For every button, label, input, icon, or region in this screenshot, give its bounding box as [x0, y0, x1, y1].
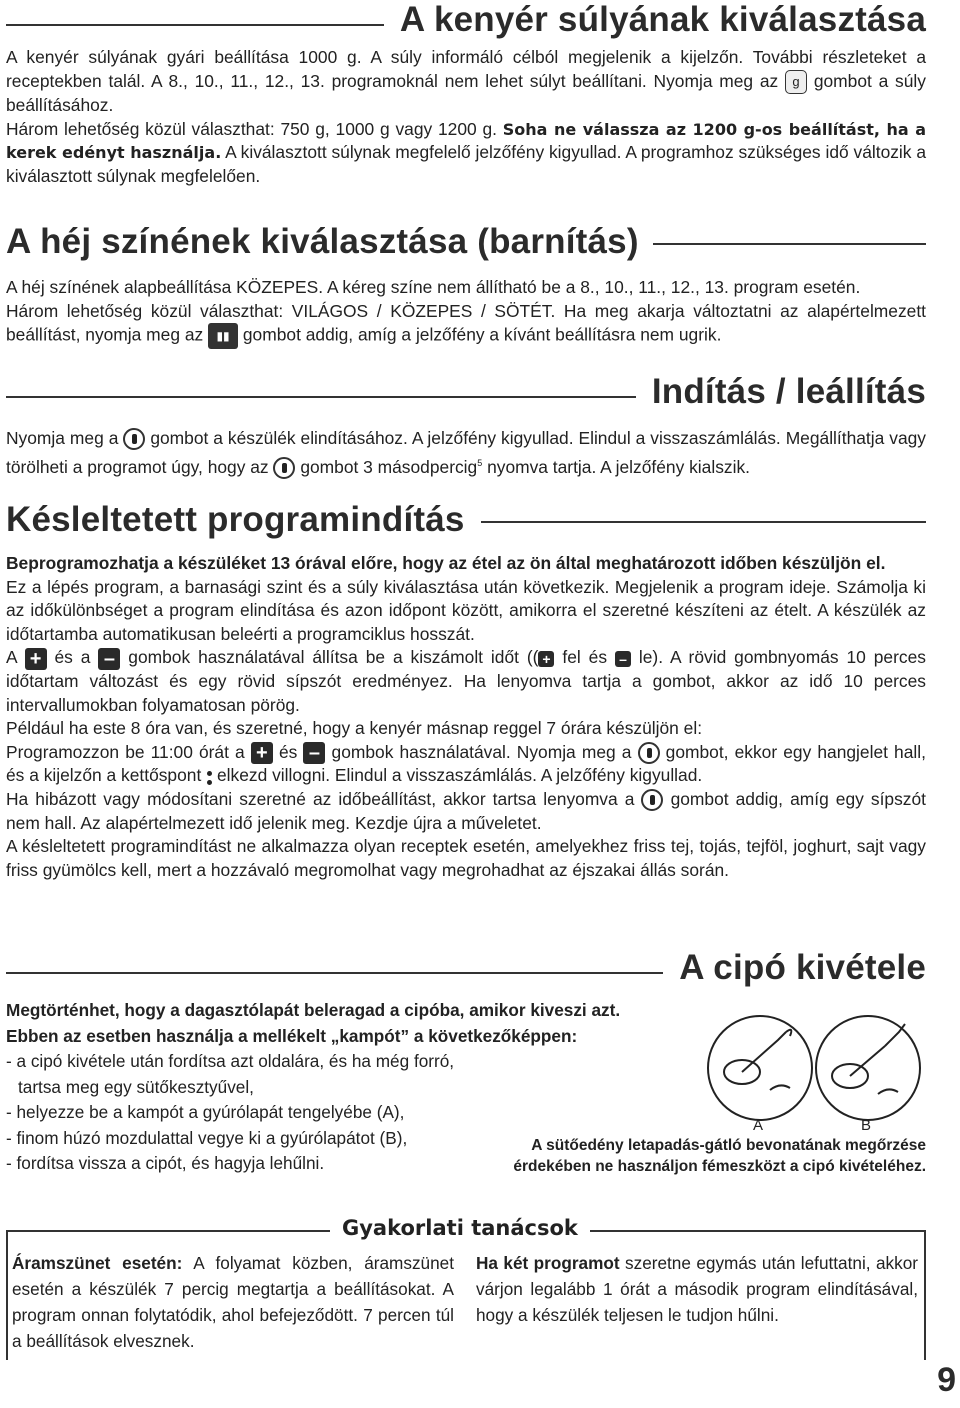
hook-illustration — [700, 1010, 925, 1130]
delay-section-header — [6, 500, 926, 540]
delay-p2c: gombok használatával állítsa be a kiszámolt időt (( — [128, 647, 539, 668]
loaf-bold-2: Ebben az esetben használja a mellékelt „kampót” a következőképpen: — [6, 1025, 578, 1046]
tip-right-text: szeretne egymás után lefuttatni, akkor várjon legalább 1 órát a második program elindításával, hogy a készülék teljesen le tudjon hűlni. — [476, 1253, 918, 1325]
loaf-step: - finom húzó mozdulattal vegye ki a gyúrólapátot (B), — [6, 1127, 408, 1148]
figure-label-a: A — [752, 1117, 764, 1130]
delay-p5a: Ha hibázott vagy módosítani szeretné az időbeállítást, akkor tartsa lenyomva a — [6, 788, 635, 809]
tip-power-outage — [12, 1250, 454, 1354]
page-number: 9 — [937, 1361, 956, 1399]
loaf-step: - a cipó kivétele után fordítsa azt oldalára, és ha még forró, — [6, 1051, 455, 1071]
start-p1b: gombot a készülék elindításához. A jelzőfény kigyullad. Elindul a visszaszámlálás. Megállíthatja vagy törölheti a programot úgy, hogy az — [6, 428, 926, 477]
power-icon — [123, 428, 145, 450]
footnote-marker: 5 — [477, 458, 483, 468]
delay-p4d: gombot, ekkor egy hangjelet hall, és a kijelzőn a kettőspont — [6, 741, 926, 786]
delay-paragraph-1: Ez a lépés program, a barnasági szint és a súly kiválasztása után következik. Megjelenik a program ideje. Számolja ki az időkülönbséget a program elindítása és azon időpont között, amikorra el szeretné készíteni az ételt. A készülék az időtartamba automatikusan beleérti a programciklus hosszát. — [6, 576, 926, 644]
weight-section-header — [6, 0, 926, 40]
crust-section-title: A héj színének kiválasztása (barnítás) — [6, 222, 639, 261]
power-icon — [641, 789, 663, 811]
minus-icon: – — [303, 742, 325, 764]
colon-icon — [206, 768, 212, 786]
figure-circle-b — [816, 1016, 920, 1120]
minus-icon: – — [615, 651, 631, 667]
weight-paragraph-1 — [6, 46, 926, 118]
loaf-step: - helyezze be a kampót a gyúrólapát tengelyébe (A), — [6, 1102, 405, 1122]
header-rule — [6, 396, 636, 398]
plus-icon: + — [25, 648, 47, 670]
delay-p4b: és — [278, 741, 298, 762]
weight-p1-text: A kenyér súlyának gyári beállítása 1000 g. A súly informáló célból megjelenik a kijelzőn. További részleteket a receptekben talál. A 8., 10., 11., 12., 13. programoknál nem lehet súlyt beállítani. Nyomja meg az — [6, 47, 926, 91]
header-rule — [481, 521, 926, 523]
weight-section-title: A kenyér súlyának kiválasztása — [399, 0, 926, 39]
crust-p2-end: gombot addig, amíg a jelzőfény a kívánt beállításra nem ugrik. — [242, 324, 722, 345]
start-section-title: Indítás / leállítás — [651, 372, 926, 411]
tip-left-text: A folyamat közben, áramszünet esetén a készülék 7 percig megtartja a beállításokat. A program onnan folytatódik, ahol befejeződött. 7 percen túl a beállítások elvesznek. — [12, 1253, 454, 1351]
loaf-section-title: A cipó kivétele — [679, 948, 926, 987]
tip-right-heading: Ha két programot — [476, 1253, 620, 1273]
delay-section-title: Késleltetett programindítás — [6, 500, 465, 539]
figure-caption — [470, 1135, 926, 1177]
start-p1d: nyomva tartja. A jelzőfény kialszik. — [487, 456, 750, 477]
plus-icon: + — [538, 651, 554, 667]
delay-p4e: elkezd villogni. Elindul a visszaszámlálás. A jelzőfény kigyullad. — [216, 765, 703, 786]
delay-paragraph-6: A késleltetett programindítást ne alkalmazza olyan receptek esetén, amelyekhez friss tej, tojás, tejföl, joghurt, sajt vagy friss gyümölcs kell, mert a hozzávaló megromolhat vagy megrohadhat az éjszakai állás során. — [6, 836, 926, 880]
delay-p5b: gombot addig, amíg egy sípszót nem hall. Az alapértelmezett idő jelenik meg. Kezdje újra a műveletet. — [6, 788, 926, 833]
header-rule — [653, 243, 926, 245]
loaf-step: - fordítsa vissza a cipót, és hagyja lehűlni. — [6, 1153, 325, 1173]
start-paragraph — [6, 426, 926, 480]
crust-section-body — [6, 276, 926, 349]
delay-paragraph-2 — [6, 646, 926, 717]
weight-p2-end: A kiválasztott súlynak megfelelő jelzőfény kigyullad. A programhoz szükséges idő változik a kiválasztott súlynak megfelelően. — [6, 142, 927, 186]
crust-button-icon: ▮▮ — [208, 323, 238, 349]
delay-paragraph-3: Például ha este 8 óra van, és szeretné, hogy a kenyér másnap reggel 7 órára készüljön el: — [6, 718, 703, 739]
delay-intro: Beprogramozhatja a készüléket 13 órával előre, hogy az étel az ön által meghatározott időben készüljön el. — [6, 553, 886, 573]
figure-label-b: B — [860, 1117, 872, 1130]
plus-icon: + — [251, 742, 273, 764]
weight-p1-end: gombot a súly beállításához. — [6, 70, 926, 115]
start-p1c: gombot 3 másodpercig — [300, 456, 478, 477]
weight-button-icon: g — [785, 70, 807, 94]
power-icon — [638, 742, 660, 764]
weight-warning: Soha ne válassza az 1200 g-os beállítást, ha a kerek edényt használja. — [6, 119, 927, 163]
weight-paragraph-2 — [6, 118, 926, 189]
tips-title: Gyakorlati tanácsok — [330, 1216, 590, 1240]
power-icon — [273, 457, 295, 479]
loaf-bold-1: Megtörténhet, hogy a dagasztólapát beleragad a cipóba, amikor kiveszi azt. — [6, 1000, 621, 1020]
weight-p2-text: Három lehetőség közül választhat: 750 g, 1000 g vagy 1200 g. — [6, 118, 497, 139]
header-rule — [6, 24, 384, 26]
delay-paragraph-5 — [6, 788, 926, 835]
crust-section-header — [6, 222, 926, 262]
delay-p4c: gombok használatával. Nyomja meg a — [331, 741, 632, 762]
start-section-body — [6, 426, 926, 480]
delay-p2b: és a — [54, 647, 91, 668]
delay-p4a: Programozzon be 11:00 órát a — [6, 741, 245, 762]
start-p1a: Nyomja meg a — [6, 428, 119, 448]
delay-paragraph-4 — [6, 741, 926, 788]
delay-section-body — [6, 552, 926, 882]
crust-paragraph-1: A héj színének alapbeállítása KÖZEPES. A kéreg színe nem állítható be a 8., 10., 11., 12., 13. program esetén. — [6, 277, 861, 297]
caption-line-2: érdekében ne használjon fémeszközt a cipó kivételéhez. — [513, 1158, 926, 1175]
weight-section-body — [6, 46, 926, 188]
caption-line-1: A sütőedény letapadás-gátló bevonatának megőrzése — [531, 1137, 926, 1154]
delay-p2a: A — [6, 647, 17, 668]
crust-p2-text: Három lehetőség közül választhat: VILÁGOS / KÖZEPES / SÖTÉT. Ha meg akarja változtatni az alapértelmezett beállítást, nyomja meg az — [6, 300, 926, 345]
loaf-step: tartsa meg egy sütőkesztyűvel, — [18, 1076, 254, 1097]
loaf-section-header — [6, 948, 926, 988]
delay-p2d: fel és — [562, 647, 608, 668]
tip-left-heading: Áramszünet esetén: — [12, 1253, 183, 1273]
tip-two-programs — [476, 1250, 918, 1328]
minus-icon: – — [98, 648, 120, 670]
crust-paragraph-2 — [6, 300, 926, 350]
start-section-header — [6, 372, 926, 412]
header-rule — [6, 972, 663, 974]
delay-p2e: le). A rövid gombnyomás 10 perces időtartam változást és egy rövid sípszót eredményez. Ha lenyomva tartja a gombot, akkor az idő 10 perces intervallumokban folyamatosan pörög. — [6, 647, 926, 715]
